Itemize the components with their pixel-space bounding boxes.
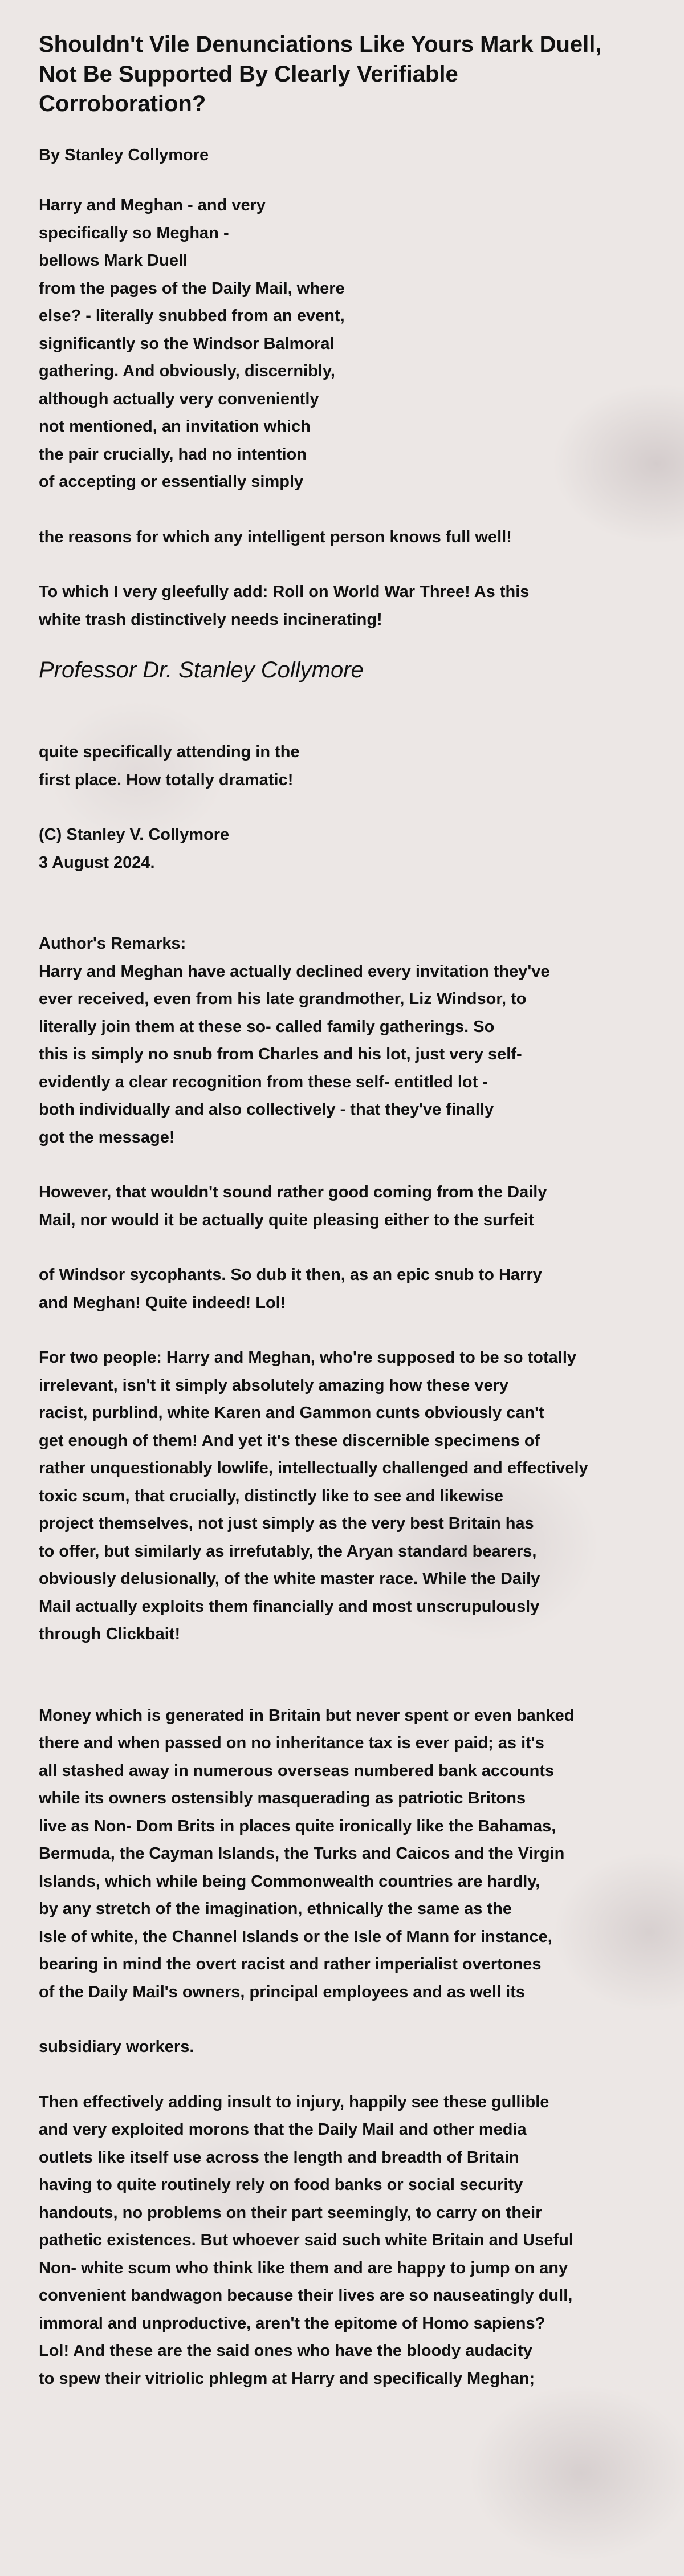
prose-line: Harry and Meghan have actually declined every invitation they've: [39, 962, 550, 981]
prose-line: and Meghan! Quite indeed! Lol!: [39, 1293, 286, 1312]
prose-line: outlets like itself use across the length and breadth of Britain: [39, 2148, 519, 2167]
poem-line: else? - literally snubbed from an event,: [39, 307, 345, 325]
byline: By Stanley Collymore: [39, 146, 209, 164]
poem-line: of accepting or essentially simply: [39, 473, 304, 491]
poem-line: first place. How totally dramatic!: [39, 770, 294, 789]
poem-stanza-1: [39, 192, 654, 496]
prose-line: Non- white scum who think like them and are happy to jump on any: [39, 2258, 568, 2277]
prose-line: toxic scum, that crucially, distinctly like to see and likewise: [39, 1486, 503, 1505]
prose-line: Money which is generated in Britain but never spent or even banked: [39, 1706, 575, 1725]
poem-line: significantly so the Windsor Balmoral: [39, 334, 335, 353]
remarks-heading: Author's Remarks:: [39, 934, 186, 953]
prose-line: rather unquestionably lowlife, intellectually challenged and effectively: [39, 1459, 588, 1477]
prose-line: project themselves, not just simply as the very best Britain has: [39, 1514, 534, 1533]
prose-line: subsidiary workers.: [39, 2038, 194, 2056]
copyright-line: (C) Stanley V. Collymore: [39, 826, 230, 844]
prose-line: by any stretch of the imagination, ethnically the same as the: [39, 1900, 512, 1918]
prose-line: to spew their vitriolic phlegm at Harry and specifically Meghan;: [39, 2369, 535, 2388]
prose-line: For two people: Harry and Meghan, who're supposed to be so totally: [39, 1348, 577, 1367]
prose-line: and very exploited morons that the Daily Mail and other media: [39, 2120, 527, 2139]
date-line: 3 August 2024.: [39, 853, 155, 872]
poem-line: the pair crucially, had no intention: [39, 445, 307, 464]
poem-line: bellows Mark Duell: [39, 251, 188, 270]
poem-line: Harry and Meghan - and very: [39, 196, 266, 214]
prose-paragraph: [39, 1261, 654, 1317]
poem-line: not mentioned, an invitation which: [39, 417, 311, 436]
copyright-block: [39, 821, 654, 876]
prose-line: However, that wouldn't sound rather good coming from the Daily: [39, 1183, 547, 1201]
prose-line: convenient bandwagon because their lives are so nauseatingly dull,: [39, 2286, 573, 2305]
prose-line: ever received, even from his late grandmother, Liz Windsor, to: [39, 990, 527, 1008]
authors-remarks: [39, 930, 654, 1151]
author-signature: Professor Dr. Stanley Collymore: [39, 657, 364, 682]
prose-line: handouts, no problems on their part seemingly, to carry on their: [39, 2203, 542, 2222]
poem-line: the reasons for which any intelligent person knows full well!: [39, 527, 512, 546]
prose-line: racist, purblind, white Karen and Gammon cunts obviously can't: [39, 1404, 544, 1422]
prose-line: through Clickbait!: [39, 1625, 181, 1643]
prose-line: while its owners ostensibly masquerading as patriotic Britons: [39, 1789, 526, 1807]
poem-stanza-2: [39, 523, 654, 551]
prose-line: pathetic existences. But whoever said such white Britain and Useful: [39, 2231, 573, 2249]
poem-line: although actually very conveniently: [39, 389, 319, 408]
prose-paragraph: [39, 1179, 654, 1234]
prose-line: bearing in mind the overt racist and rather imperialist overtones: [39, 1955, 542, 1973]
poem-stanza-3: [39, 578, 654, 633]
poem-line: quite specifically attending in the: [39, 743, 300, 761]
prose-line: Bermuda, the Cayman Islands, the Turks and Caicos and the Virgin: [39, 1844, 565, 1863]
poem-stanza-4: [39, 738, 654, 794]
prose-paragraph: [39, 2089, 654, 2393]
prose-line: having to quite routinely rely on food banks or social security: [39, 2176, 523, 2194]
prose-line: all stashed away in numerous overseas numbered bank accounts: [39, 1761, 555, 1780]
prose-line: to offer, but similarly as irrefutably, the Aryan standard bearers,: [39, 1542, 537, 1561]
prose-line: obviously delusionally, of the white master race. While the Daily: [39, 1570, 540, 1588]
poem-title: Shouldn't Vile Denunciations Like Yours Mark Duell, Not Be Supported By Clearly Verifiable Corroboration?: [39, 32, 602, 116]
prose-line: Lol! And these are the said ones who have the bloody audacity: [39, 2342, 532, 2360]
prose-line: both individually and also collectively - that they've finally: [39, 1100, 494, 1119]
prose-line: of Windsor sycophants. So dub it then, as an epic snub to Harry: [39, 1266, 542, 1284]
prose-line: Mail, nor would it be actually quite pleasing either to the surfeit: [39, 1210, 534, 1229]
prose-line: Mail actually exploits them financially and most unscrupulously: [39, 1597, 540, 1616]
prose-paragraph: [39, 1702, 654, 2006]
prose-line: Isle of white, the Channel Islands or the Isle of Mann for instance,: [39, 1927, 552, 1946]
poem-line: To which I very gleefully add: Roll on World War Three! As this: [39, 583, 530, 601]
prose-paragraph: [39, 2033, 654, 2061]
prose-line: evidently a clear recognition from these self- entitled lot -: [39, 1072, 488, 1091]
poem-line: specifically so Meghan -: [39, 224, 229, 242]
prose-line: got the message!: [39, 1128, 175, 1147]
prose-paragraph: [39, 1344, 654, 1648]
prose-line: Islands, which while being Commonwealth countries are hardly,: [39, 1872, 540, 1891]
poem-line: from the pages of the Daily Mail, where: [39, 279, 345, 298]
prose-line: get enough of them! And yet it's these discernible specimens of: [39, 1431, 540, 1450]
poem-page: [39, 30, 654, 2420]
prose-line: literally join them at these so- called family gatherings. So: [39, 1017, 495, 1036]
prose-line: irrelevant, isn't it simply absolutely amazing how these very: [39, 1376, 508, 1395]
prose-line: Then effectively adding insult to injury, happily see these gullible: [39, 2093, 549, 2111]
poem-line: gathering. And obviously, discernibly,: [39, 362, 335, 380]
poem-line: white trash distinctively needs incinerating!: [39, 610, 382, 629]
prose-line: of the Daily Mail's owners, principal employees and as well its: [39, 1982, 525, 2001]
prose-line: this is simply no snub from Charles and his lot, just very self-: [39, 1045, 522, 1063]
prose-line: live as Non- Dom Brits in places quite ironically like the Bahamas,: [39, 1817, 556, 1835]
prose-line: immoral and unproductive, aren't the epitome of Homo sapiens?: [39, 2314, 545, 2333]
prose-line: there and when passed on no inheritance tax is ever paid; as it's: [39, 1734, 544, 1752]
